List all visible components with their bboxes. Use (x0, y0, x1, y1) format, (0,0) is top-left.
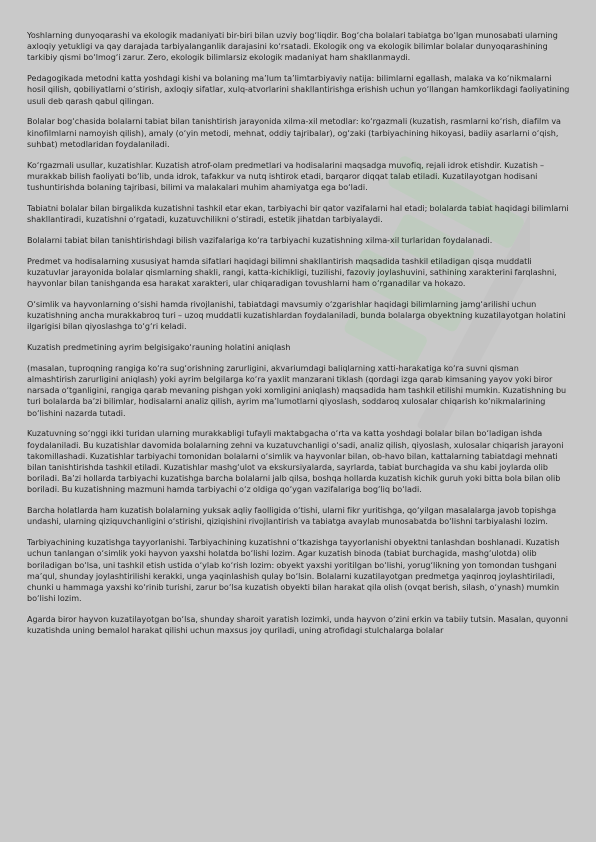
paragraph: Kuzatish predmetining ayrim belgisigako‘rauning holatini aniqlash (27, 343, 291, 353)
paragraph: Pedagogikada metodni katta yoshdagi kishi va bolaning ma’lum ta’limtarbiyaviy natija: bilimlarni egallash, malaka va ko‘nikmalarni hosil qilish, qobiliyatlarni o‘stirish, axloqiy sifatlar, xulq-atvorlarini shakllantirishga erishish uchun yo‘llangan hamkorlikdagi faoliyatining usuli deb qarash qabul qilingan. (27, 74, 570, 106)
paragraph: Ko‘rgazmali usullar, kuzatishlar. Kuzatish atrof-olam predmetlari va hodisalarini maqsadga muvofiq, rejali idrok etishdir. Kuzatish – murakkab bilish faoliyati bo‘lib, unda idrok, tafakkur va nutq ishtirok etadi, barqaror diqqat talab etiladi. Kuzatilayotgan hodisani tushuntirishda bolaning tajribasi, bilimi va malakalari muhim ahamiyatga ega bo‘ladi. (27, 160, 545, 193)
paragraph: Tabiatni bolalar bilan birgalikda kuzatishni tashkil etar ekan, tarbiyachi bir qator vazifalarni hal etadi; bolalarda tabiat haqidagi bilimlarni shakllantiradi, kuzatishni o‘rgatadi, kuzatuvchilikni o‘stiradi, estetik jihatdan tarbiyalaydi. (27, 203, 569, 225)
paragraph: Predmet va hodisalarning xususiyat hamda sifatlari haqidagi bilimni shakllantirish maqsadida tashkil etiladigan qisqa muddatli kuzatuvlar jarayonida bolalar qismlarning shakli, rangi, katta-kichikligi, tuzilishi, fazoviy joylashuvini, sathining xarakterini farqlashni, hayvonlar bilan tanishganda esa harakat xarakteri, ular chiqaradigan tovushlarni ham o‘rganadilar va hokazo. (27, 256, 557, 289)
paragraph: (masalan, tuproqning rangiga ko‘ra sug‘orishning zarurligini, akvariumdagi baliqlarning xatti-harakatiga ko‘ra suvni qisman almashtirish zarurligini aniqlash) yoki ayrim belgilarga ko‘ra yaxlit manzarani tiklash (qordagi izga qarab kimsaning yayov yoki biror narsada o‘tganligini, rangiga qarab mevaning pishgan yoki xomligini aniqlash) maqsadida ham tashkil etilishi mumkin. Kuzatishning bu turi bolalarda ba’zi bilimlar, hodisalarni analiz qilish, ayrim ma’lumotlarni qiyoslash, soddaroq xulosalar chiqarish ko‘nikmalarining bo‘lishini nazarda tutadi. (27, 363, 567, 418)
paragraph: Bolalarni tabiat bilan tanishtirishdagi bilish vazifalariga ko‘ra tarbiyachi kuzatishning xilma-xil turlaridan foydalanadi. (27, 235, 493, 245)
paragraph: Yoshlarning dunyoqarashi va ekologik madaniyati bir-biri bilan uzviy bog‘liqdir. Bog‘cha bolalari tabiatga bo‘lgan munosabati ularning axloqiy yetukligi va qay darajada tarbiyalanganlik darajasini ko‘rsatadi. Ekologik ong va ekologik bilimlar bolalar dunyoqarashining tarkibiy qismi bo‘lmog‘i zarur. Zero, ekologik bilimlarsiz ekologik madaniyat ham shakllanmaydi. (27, 31, 558, 63)
paragraph: O‘simlik va hayvonlarning o‘sishi hamda rivojlanishi, tabiatdagi mavsumiy o‘zgarishlar haqidagi bilimlarning jamg‘arilishi uchun kuzatishning ancha murakkabroq turi – uzoq muddatli kuzatishlardan foydalaniladi, bunda bolalarga obyektning kuzatilayotgan holatini ilgarigisi bilan qiyoslashga to‘g‘ri keladi. (27, 299, 566, 332)
paragraph: Kuzatuvning so‘nggi ikki turidan ularning murakkabligi tufayli maktabgacha o‘rta va katta yoshdagi bolalar bilan bo‘ladigan ishda foydalaniladi. Bu kuzatishlar davomida bolalarning zehni va kuzatuvchanligi o‘sadi, analiz qilish, qiyoslash, xulosalar chiqarish jarayoni takomillashadi. Kuzatishlar tarbiyachi tomonidan bolalarni o‘simlik va hayvonlar bilan, ob-havo bilan, kattalarning tabiatdagi mehnati bilan tanishtirishda tashkil etiladi. Kuzatishlar mashg‘ulot va ekskursiyalarda, sayrlarda, tabiat burchagida va shu kabi joylarda olib boriladi. Ba’zi hollarda tarbiyachi kuzatishga barcha bolalarni jalb qilsa, boshqa hollarda kuzatish kichik guruh yoki bitta bola bilan olib boriladi. Bu kuzatishning mazmuni hamda tarbiyachi o‘z oldiga qo‘ygan vazifalariga bog‘liq bo‘ladi. (27, 429, 564, 495)
paragraph: Tarbiyachining kuzatishga tayyorlanishi. Tarbiyachining kuzatishni o‘tkazishga tayyorlanishi obyektni tanlashdan boshlanadi. Kuzatish uchun tanlangan o‘simlik yoki hayvon yaxshi holatda bo‘lishi lozim. Agar kuzatish binoda (tabiat burchagida, mashg‘ulotda) olib boriladigan bo‘lsa, uni tashkil etish ustida o‘ylab ko‘rish lozim: obyekt yaxshi yoritilgan bo‘lishi, yorug‘likning yon tomondan tushgani ma’qul, shunday joylashtirilishi kerakki, unga yaqinlashish qulay bo‘lsin. Bolalarni kuzatilayotgan predmetga yaqinroq joylashtiriladi, chunki u hammaga yaxshi ko‘rinib turishi, zarur bo‘lsa kuzatish obyekti bilan harakat qila olish (ovqat berish, silash, o‘ynash) mumkin bo‘lishi lozim. (27, 538, 560, 604)
paragraph: Bolalar bog‘chasida bolalarni tabiat bilan tanishtirish jarayonida xilma-xil metodlar: ko‘rgazmali (kuzatish, rasmlarni ko‘rish, diafilm va kinofilmlarni namoyish qilish), amaly (o‘yin metodi, mehnat, oddiy tajribalar), og‘zaki (tarbiyachining hikoyasi, badiiy asarlarni o‘qish, suhbat) metodlaridan foydalaniladi. (27, 117, 561, 149)
paragraph: Agarda biror hayvon kuzatilayotgan bo‘lsa, shunday sharoit yaratish lozimki, unda hayvon o‘zini erkin va tabiiy tutsin. Masalan, quyonni kuzatishda uning bemalol harakat qilishi uchun maxsus joy quriladi, uning atrofidagi stulchalarga bolalar (27, 615, 569, 636)
paragraph: Barcha holatlarda ham kuzatish bolalarning yuksak aqliy faolligida o‘tishi, ularni fikr yuritishga, qo‘yilgan masalalarga javob topishga undashi, ularning qiziquvchanligini o‘stirishi, qiziqishini rivojlantirish va tabiatga avaylab munosabatda bo‘lishni tarbiyalashi lozim. (27, 506, 557, 527)
